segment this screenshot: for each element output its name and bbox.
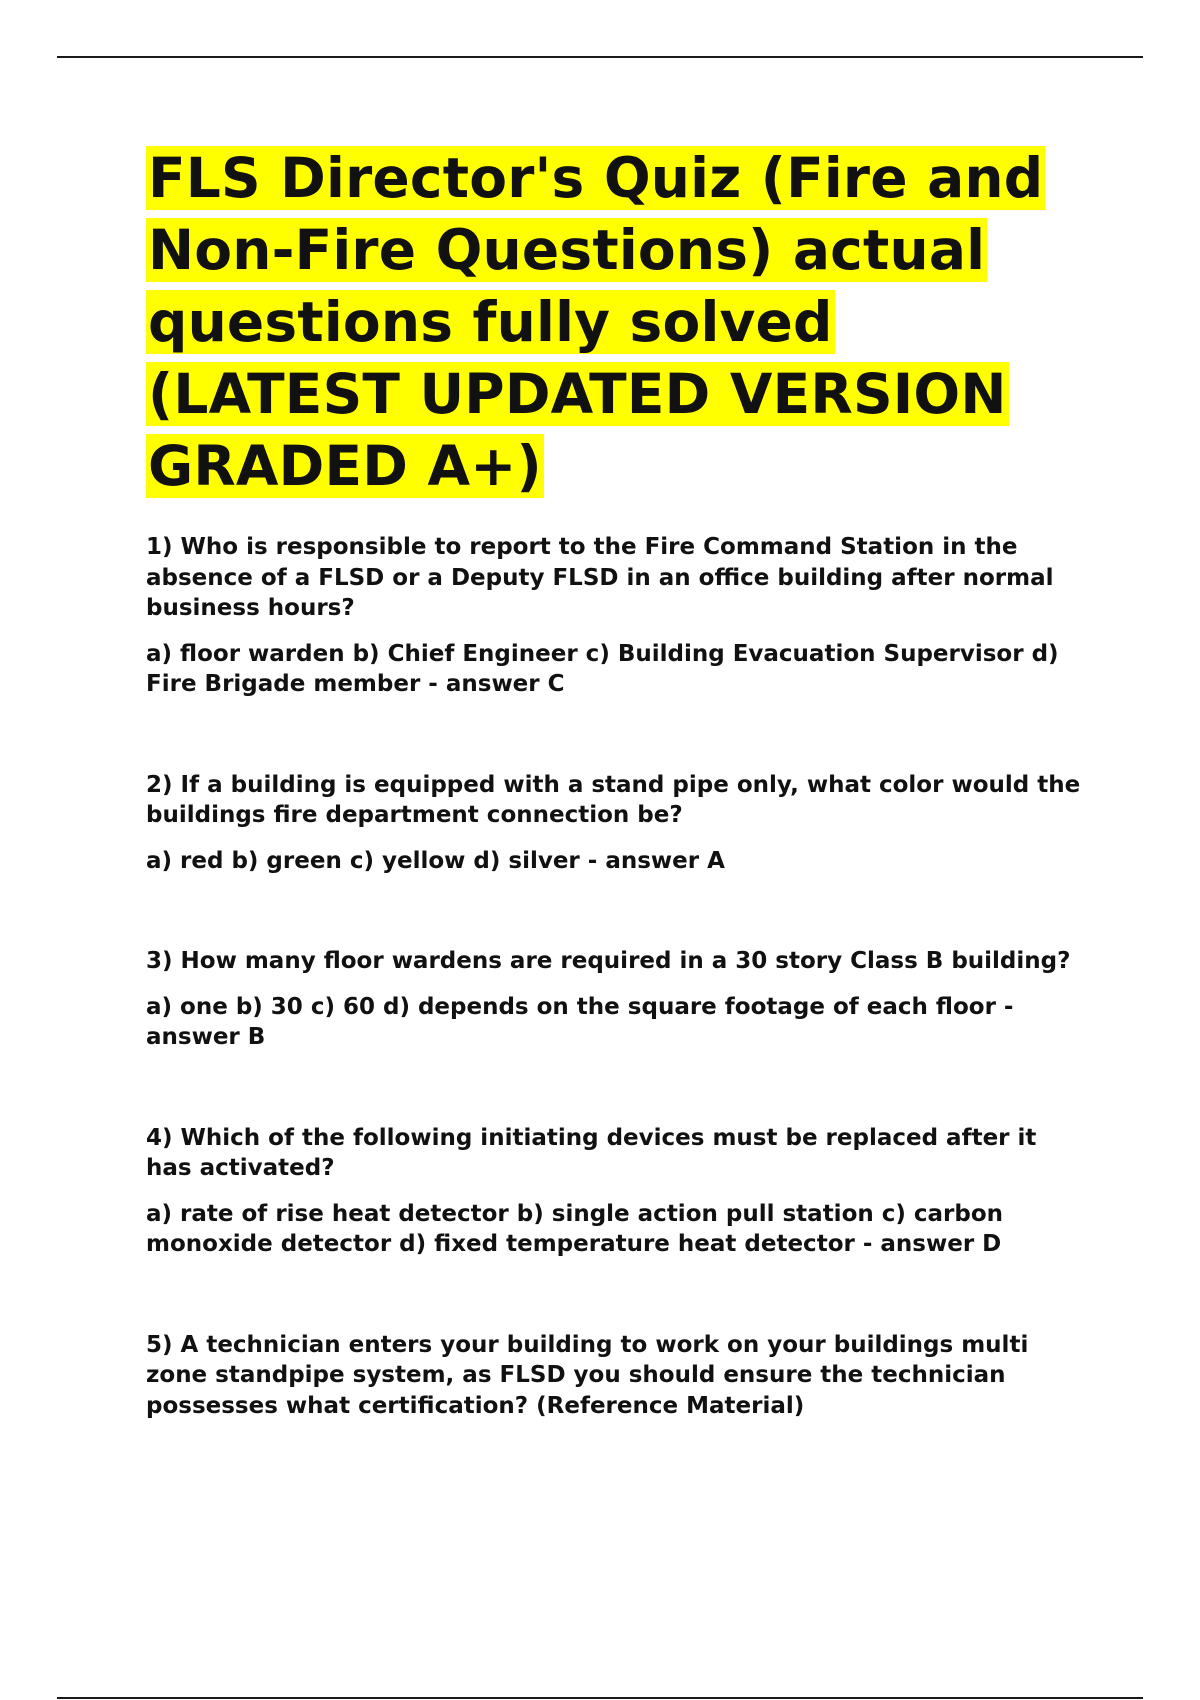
top-divider bbox=[57, 56, 1143, 58]
qa-item-1 bbox=[146, 532, 1086, 700]
document-title-text: FLS Director's Quiz (Fire and Non-Fire Questions) actual questions fully solved (LATEST UPDATED VERSION GRADED A+) bbox=[148, 146, 1044, 498]
bottom-divider bbox=[57, 1697, 1143, 1699]
question-3: 3) How many floor wardens are required in a 30 story Class B building? bbox=[146, 948, 1071, 974]
question-1: 1) Who is responsible to report to the Fire Command Station in the absence of a FLSD or a Deputy FLSD in an office building after normal business hours? bbox=[146, 534, 1054, 621]
document-body bbox=[146, 142, 1086, 1491]
question-2: 2) If a building is equipped with a stand pipe only, what color would the buildings fire department connection be? bbox=[146, 771, 1081, 828]
answer-2: a) red b) green c) yellow d) silver - answer A bbox=[146, 847, 725, 874]
qa-item-5 bbox=[146, 1330, 1086, 1422]
answer-4: a) rate of rise heat detector b) single action pull station c) carbon monoxide detector d) fixed temperature heat detector - answer D bbox=[146, 1200, 1004, 1257]
question-4: 4) Which of the following initiating devices must be replaced after it has activated? bbox=[146, 1124, 1037, 1181]
question-5: 5) A technician enters your building to work on your buildings multi zone standpipe system, as FLSD you should ensure the technician possesses what certification? (Reference Material) bbox=[146, 1331, 1029, 1419]
qa-item-3 bbox=[146, 946, 1086, 1053]
qa-item-4 bbox=[146, 1123, 1086, 1260]
answer-3: a) one b) 30 c) 60 d) depends on the square footage of each floor - answer B bbox=[146, 993, 1014, 1050]
document-title bbox=[146, 142, 1086, 502]
answer-1: a) floor warden b) Chief Engineer c) Building Evacuation Supervisor d) Fire Brigade member - answer C bbox=[146, 640, 1059, 697]
qa-item-2 bbox=[146, 770, 1086, 877]
